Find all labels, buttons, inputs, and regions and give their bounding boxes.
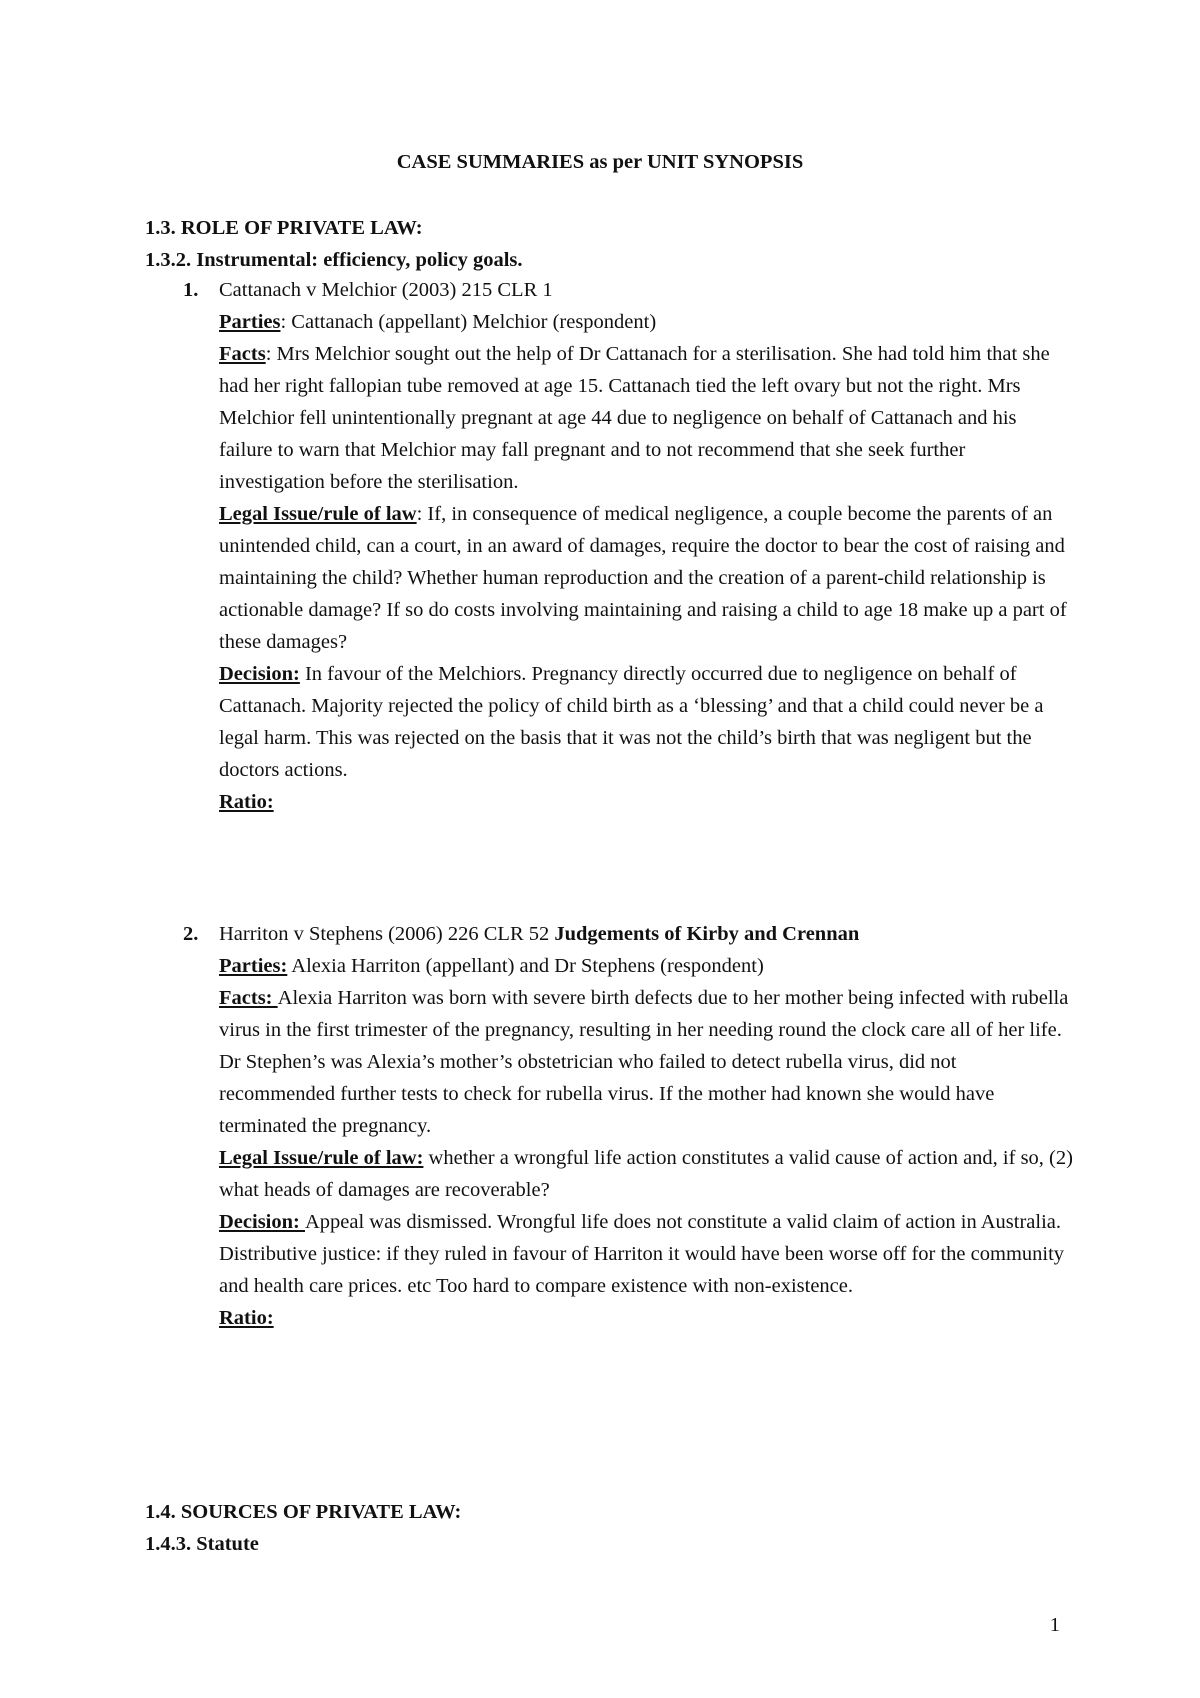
ratio-label: Ratio: (219, 791, 274, 813)
parties-label: Parties: (219, 955, 288, 977)
parties-text: : Cattanach (appellant) Melchior (respondent) (280, 311, 657, 333)
case-number: 1. (183, 279, 199, 301)
section-heading-sources-of-private-law: 1.4. SOURCES OF PRIVATE LAW: (145, 1501, 462, 1523)
facts-label: Facts: (219, 987, 278, 1009)
decision-label: Decision: (219, 1211, 305, 1233)
page-number: 1 (1049, 1614, 1060, 1636)
parties-label: Parties (219, 311, 281, 333)
case-summary-2 (183, 918, 1074, 1334)
case-citation (219, 918, 1074, 950)
section-heading-role-of-private-law: 1.3. ROLE OF PRIVATE LAW: (145, 217, 423, 239)
case-ratio (219, 1302, 1074, 1334)
decision-text: Appeal was dismissed. Wrongful life does not constitute a valid claim of action in Australia. Distributive justice: if they ruled in favour of Harriton it would have been worse off for the community and health care prices. etc Too hard to compare existence with non-existence. (219, 1211, 1065, 1297)
case-citation (219, 274, 1074, 306)
legal-issue-label: Legal Issue/rule of law (219, 503, 417, 525)
document-title: CASE SUMMARIES as per UNIT SYNOPSIS (396, 151, 804, 173)
case-citation-bold: Judgements of Kirby and Crennan (554, 923, 860, 945)
facts-text: : Mrs Melchior sought out the help of Dr Cattanach for a sterilisation. She had told him that she had her right fallopian tube removed at age 15. Cattanach tied the left ovary but not the right. Mrs Melchior fell unintentionally pregnant at age 44 due to negligence on behalf of Cattanach and his failure to warn that Melchior may fall pregnant and to not recommend that she seek further investigation before the sterilisation. (219, 343, 1050, 493)
legal-issue-text: whether a wrongful life action constitutes a valid cause of action and, if so, (2) what heads of damages are recoverable? (219, 1147, 1073, 1201)
facts-text: Alexia Harriton was born with severe birth defects due to her mother being infected with rubella virus in the first trimester of the pregnancy, resulting in her needing round the clock care all of her life. Dr Stephen’s was Alexia’s mother’s obstetrician who failed to detect rubella virus, did not recommended further tests to check for rubella virus. If the mother had known she would have terminated the pregnancy. (219, 987, 1069, 1137)
case-decision (219, 1206, 1074, 1302)
case-legal-issue (219, 498, 1074, 658)
decision-label: Decision: (219, 663, 300, 685)
case-ratio (219, 786, 1074, 818)
case-citation-text: Cattanach v Melchior (2003) 215 CLR 1 (219, 279, 553, 301)
subsection-heading-statute: 1.4.3. Statute (145, 1533, 259, 1555)
case-parties (219, 306, 1074, 338)
case-facts (219, 982, 1074, 1142)
parties-text: Alexia Harriton (appellant) and Dr Stephens (respondent) (287, 955, 764, 977)
case-citation-text: Harriton v Stephens (2006) 226 CLR 52 (219, 923, 555, 945)
legal-issue-label: Legal Issue/rule of law: (219, 1147, 424, 1169)
case-number: 2. (183, 923, 199, 945)
case-summary-1 (183, 274, 1074, 818)
case-decision (219, 658, 1074, 786)
case-parties (219, 950, 1074, 982)
facts-label: Facts (219, 343, 266, 365)
subsection-heading-instrumental: 1.3.2. Instrumental: efficiency, policy goals. (145, 249, 523, 271)
case-legal-issue (219, 1142, 1074, 1206)
legal-issue-text: : If, in consequence of medical negligence, a couple become the parents of an unintended child, can a court, in an award of damages, require the doctor to bear the cost of raising and maintaining the child? Whether human reproduction and the creation of a parent-child relationship is actionable damage? If so do costs involving maintaining and raising a child to age 18 make up a part of these damages? (219, 503, 1067, 653)
case-facts (219, 338, 1074, 498)
ratio-label: Ratio: (219, 1307, 274, 1329)
decision-text: In favour of the Melchiors. Pregnancy directly occurred due to negligence on behalf of Cattanach. Majority rejected the policy of child birth as a ‘blessing’ and that a child could never be a legal harm. This was rejected on the basis that it was not the child’s birth that was negligent but the doctors actions. (219, 663, 1044, 781)
